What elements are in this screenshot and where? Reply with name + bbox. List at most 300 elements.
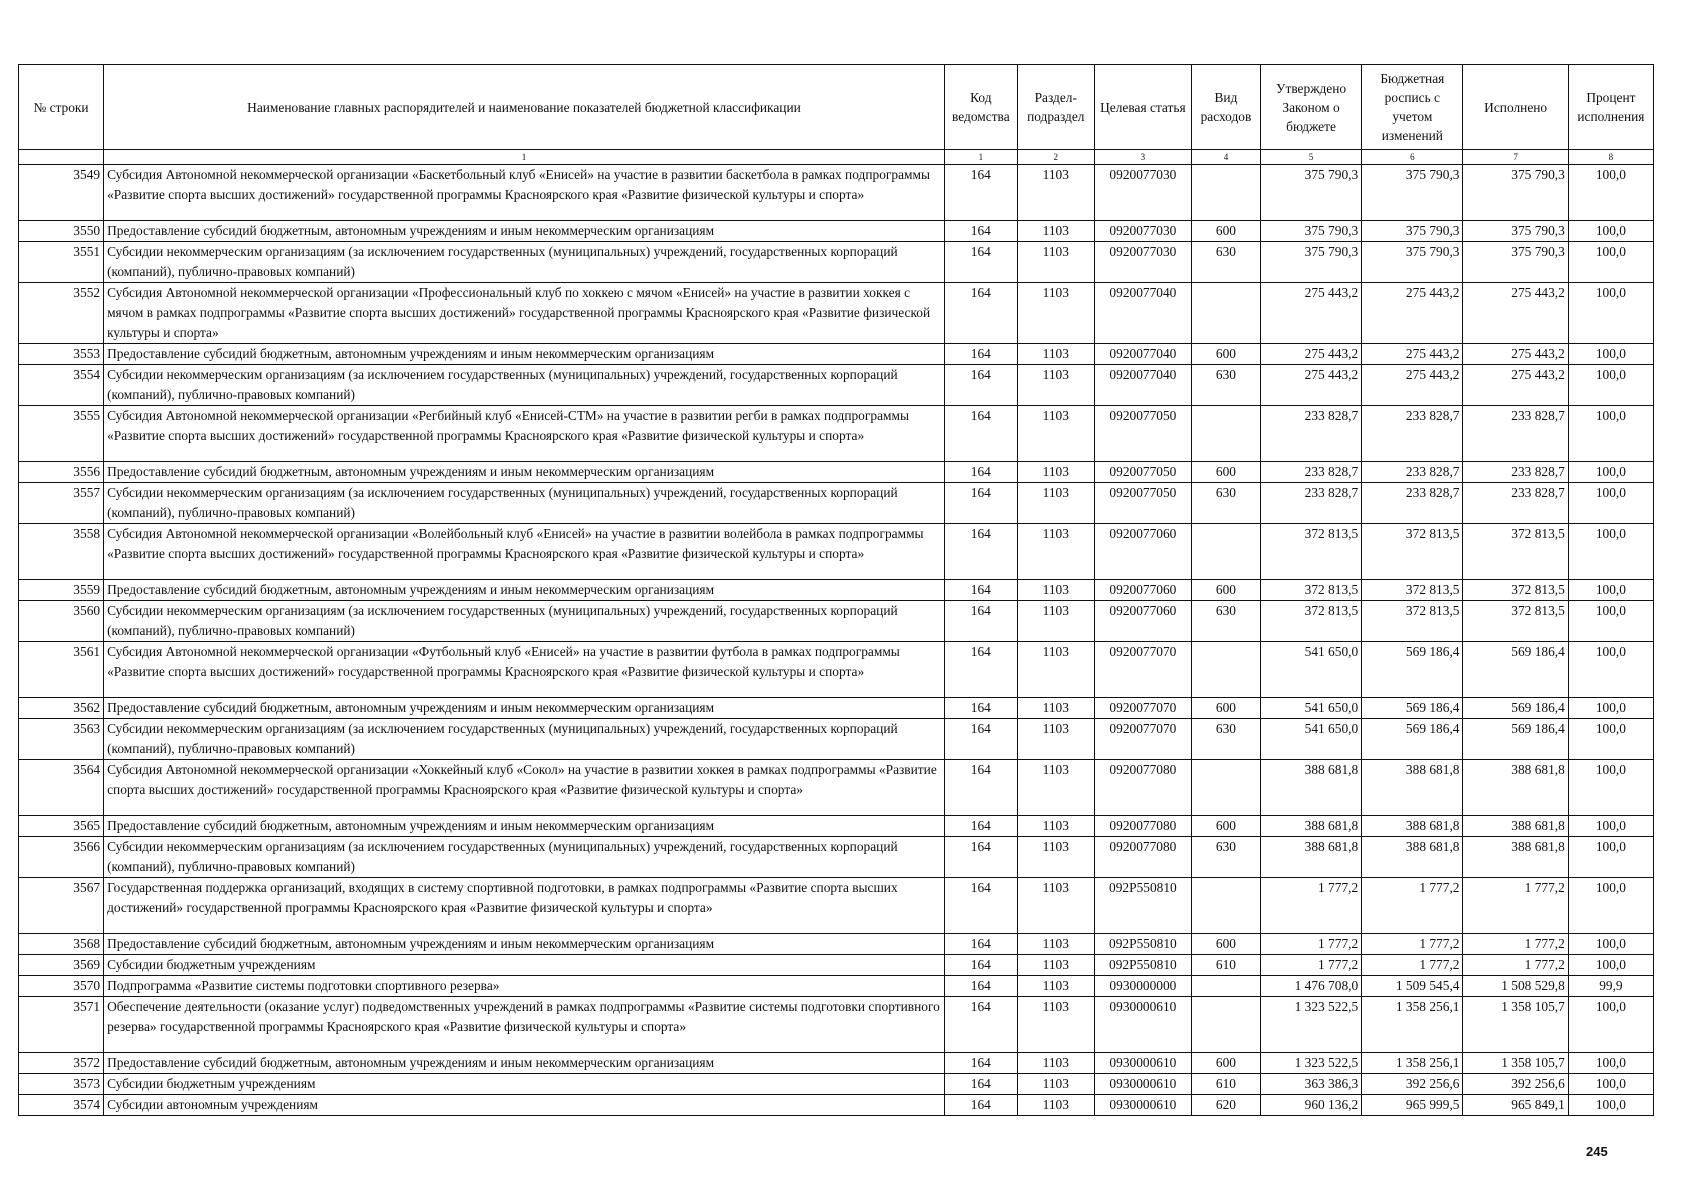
column-number: 6 [1362,150,1463,165]
table-row [19,283,1654,344]
section-cell: 1103 [1017,483,1094,524]
table-row [19,955,1654,976]
section-cell: 1103 [1017,462,1094,483]
expense-type-cell [1192,524,1261,580]
table-row [19,1074,1654,1095]
dept-code-cell: 164 [944,837,1017,878]
row-name-cell: Субсидии некоммерческим организациям (за исключением государственных (муниципальных) учреждений, государственных корпораций (компаний), публично-правовых компаний) [104,483,945,524]
target-article-cell: 0920077040 [1094,283,1191,344]
expense-type-cell: 600 [1192,580,1261,601]
expense-type-cell [1192,406,1261,462]
expense-type-cell: 630 [1192,483,1261,524]
budget-list-cell: 275 443,2 [1362,365,1463,406]
dept-code-cell: 164 [944,1074,1017,1095]
row-number-cell: 3563 [19,719,104,760]
header-percent: Процент исполнения [1568,65,1653,150]
row-number-cell: 3551 [19,242,104,283]
table-row [19,601,1654,642]
approved-cell: 1 323 522,5 [1260,1053,1361,1074]
approved-cell: 1 323 522,5 [1260,997,1361,1053]
executed-cell: 1 777,2 [1463,934,1568,955]
row-name-cell: Предоставление субсидий бюджетным, автономным учреждениям и иным некоммерческим организациям [104,462,945,483]
target-article-cell: 0930000610 [1094,1095,1191,1116]
budget-list-cell: 1 777,2 [1362,955,1463,976]
row-name-cell: Субсидия Автономной некоммерческой организации «Хоккейный клуб «Сокол» на участие в развитии хоккея в рамках подпрограммы «Развитие спорта высших достижений» государственной программы Красноярского края «Развитие физической культуры и спорта» [104,760,945,816]
budget-list-cell: 388 681,8 [1362,837,1463,878]
table-body [19,165,1654,1116]
percent-cell: 99,9 [1568,976,1653,997]
row-number-cell: 3570 [19,976,104,997]
row-number-cell: 3574 [19,1095,104,1116]
percent-cell: 100,0 [1568,760,1653,816]
percent-cell: 100,0 [1568,934,1653,955]
budget-list-cell: 388 681,8 [1362,816,1463,837]
column-number: 5 [1260,150,1361,165]
row-number-cell: 3562 [19,698,104,719]
table-row [19,816,1654,837]
expense-type-cell: 600 [1192,698,1261,719]
expense-type-cell [1192,642,1261,698]
section-cell: 1103 [1017,406,1094,462]
budget-list-cell: 388 681,8 [1362,760,1463,816]
row-name-cell: Государственная поддержка организаций, входящих в систему спортивной подготовки, в рамках подпрограммы «Развитие спорта высших достижений» государственной программы Красноярского края «Развитие физической культуры и спорта» [104,878,945,934]
executed-cell: 965 849,1 [1463,1095,1568,1116]
section-cell: 1103 [1017,365,1094,406]
expense-type-cell: 600 [1192,344,1261,365]
approved-cell: 960 136,2 [1260,1095,1361,1116]
budget-list-cell: 372 813,5 [1362,601,1463,642]
target-article-cell: 0920077040 [1094,365,1191,406]
row-name-cell: Предоставление субсидий бюджетным, автономным учреждениям и иным некоммерческим организациям [104,1053,945,1074]
section-cell: 1103 [1017,719,1094,760]
row-number-cell: 3559 [19,580,104,601]
executed-cell: 388 681,8 [1463,816,1568,837]
approved-cell: 233 828,7 [1260,462,1361,483]
budget-list-cell: 375 790,3 [1362,221,1463,242]
percent-cell: 100,0 [1568,698,1653,719]
executed-cell: 275 443,2 [1463,344,1568,365]
row-number-cell: 3564 [19,760,104,816]
table-row [19,580,1654,601]
target-article-cell: 0930000610 [1094,1074,1191,1095]
executed-cell: 275 443,2 [1463,283,1568,344]
target-article-cell: 0920077060 [1094,601,1191,642]
table-row [19,483,1654,524]
percent-cell: 100,0 [1568,365,1653,406]
budget-list-cell: 233 828,7 [1362,406,1463,462]
header-dept-code: Код ведомства [944,65,1017,150]
executed-cell: 375 790,3 [1463,221,1568,242]
percent-cell: 100,0 [1568,1053,1653,1074]
approved-cell: 372 813,5 [1260,580,1361,601]
expense-type-cell: 630 [1192,837,1261,878]
section-cell: 1103 [1017,580,1094,601]
dept-code-cell: 164 [944,719,1017,760]
row-name-cell: Субсидии некоммерческим организациям (за исключением государственных (муниципальных) учреждений, государственных корпораций (компаний), публично-правовых компаний) [104,365,945,406]
expense-type-cell [1192,165,1261,221]
dept-code-cell: 164 [944,483,1017,524]
percent-cell: 100,0 [1568,816,1653,837]
row-name-cell: Субсидия Автономной некоммерческой организации «Баскетбольный клуб «Енисей» на участие в развитии баскетбола в рамках подпрограммы «Развитие спорта высших достижений» государственной программы Красноярского края «Развитие физической культуры и спорта» [104,165,945,221]
budget-list-cell: 392 256,6 [1362,1074,1463,1095]
table-row [19,698,1654,719]
approved-cell: 275 443,2 [1260,283,1361,344]
executed-cell: 372 813,5 [1463,524,1568,580]
expense-type-cell [1192,760,1261,816]
section-cell: 1103 [1017,1095,1094,1116]
section-cell: 1103 [1017,698,1094,719]
target-article-cell: 0920077060 [1094,524,1191,580]
header-approved: Утверждено Законом о бюджете [1260,65,1361,150]
section-cell: 1103 [1017,760,1094,816]
table-row [19,837,1654,878]
approved-cell: 1 777,2 [1260,878,1361,934]
table-row [19,165,1654,221]
table-row [19,406,1654,462]
approved-cell: 375 790,3 [1260,242,1361,283]
header-name: Наименование главных распорядителей и наименование показателей бюджетной классификации [104,65,945,150]
dept-code-cell: 164 [944,524,1017,580]
row-name-cell: Субсидии автономным учреждениям [104,1095,945,1116]
expense-type-cell: 600 [1192,934,1261,955]
target-article-cell: 0920077040 [1094,344,1191,365]
approved-cell: 275 443,2 [1260,344,1361,365]
budget-list-cell: 1 358 256,1 [1362,1053,1463,1074]
approved-cell: 275 443,2 [1260,365,1361,406]
executed-cell: 372 813,5 [1463,601,1568,642]
section-cell: 1103 [1017,344,1094,365]
dept-code-cell: 164 [944,955,1017,976]
row-name-cell: Предоставление субсидий бюджетным, автономным учреждениям и иным некоммерческим организациям [104,580,945,601]
dept-code-cell: 164 [944,698,1017,719]
table-row [19,462,1654,483]
approved-cell: 1 777,2 [1260,955,1361,976]
row-number-cell: 3573 [19,1074,104,1095]
section-cell: 1103 [1017,242,1094,283]
percent-cell: 100,0 [1568,283,1653,344]
header-row-number: № строки [19,65,104,150]
target-article-cell: 0930000000 [1094,976,1191,997]
row-number-cell: 3555 [19,406,104,462]
section-cell: 1103 [1017,283,1094,344]
section-cell: 1103 [1017,524,1094,580]
row-number-cell: 3549 [19,165,104,221]
row-name-cell: Субсидии бюджетным учреждениям [104,1074,945,1095]
section-cell: 1103 [1017,642,1094,698]
section-cell: 1103 [1017,934,1094,955]
executed-cell: 233 828,7 [1463,406,1568,462]
target-article-cell: 0920077080 [1094,760,1191,816]
executed-cell: 569 186,4 [1463,698,1568,719]
row-name-cell: Субсидии некоммерческим организациям (за исключением государственных (муниципальных) учреждений, государственных корпораций (компаний), публично-правовых компаний) [104,601,945,642]
column-number: 2 [1017,150,1094,165]
target-article-cell: 0920077050 [1094,462,1191,483]
budget-list-cell: 372 813,5 [1362,580,1463,601]
section-cell: 1103 [1017,955,1094,976]
section-cell: 1103 [1017,601,1094,642]
dept-code-cell: 164 [944,165,1017,221]
row-name-cell: Субсидии некоммерческим организациям (за исключением государственных (муниципальных) учреждений, государственных корпораций (компаний), публично-правовых компаний) [104,719,945,760]
target-article-cell: 0920077070 [1094,642,1191,698]
percent-cell: 100,0 [1568,642,1653,698]
table-row [19,642,1654,698]
table-row [19,997,1654,1053]
dept-code-cell: 164 [944,462,1017,483]
dept-code-cell: 164 [944,1095,1017,1116]
row-number-cell: 3566 [19,837,104,878]
expense-type-cell [1192,997,1261,1053]
column-number [19,150,104,165]
budget-list-cell: 375 790,3 [1362,165,1463,221]
percent-cell: 100,0 [1568,1074,1653,1095]
approved-cell: 375 790,3 [1260,165,1361,221]
executed-cell: 233 828,7 [1463,483,1568,524]
executed-cell: 233 828,7 [1463,462,1568,483]
target-article-cell: 0920077080 [1094,816,1191,837]
row-name-cell: Подпрограмма «Развитие системы подготовки спортивного резерва» [104,976,945,997]
table-row [19,344,1654,365]
expense-type-cell: 620 [1192,1095,1261,1116]
section-cell: 1103 [1017,878,1094,934]
budget-list-cell: 1 358 256,1 [1362,997,1463,1053]
dept-code-cell: 164 [944,642,1017,698]
budget-list-cell: 375 790,3 [1362,242,1463,283]
executed-cell: 388 681,8 [1463,760,1568,816]
dept-code-cell: 164 [944,997,1017,1053]
target-article-cell: 092P550810 [1094,934,1191,955]
budget-list-cell: 372 813,5 [1362,524,1463,580]
row-number-cell: 3558 [19,524,104,580]
executed-cell: 569 186,4 [1463,642,1568,698]
budget-list-cell: 1 777,2 [1362,934,1463,955]
budget-list-cell: 275 443,2 [1362,283,1463,344]
expense-type-cell: 630 [1192,242,1261,283]
table-row [19,719,1654,760]
header-executed: Исполнено [1463,65,1568,150]
page-number: 245 [1586,1144,1608,1159]
section-cell: 1103 [1017,837,1094,878]
table-row [19,878,1654,934]
header-target-article: Целевая статья [1094,65,1191,150]
approved-cell: 372 813,5 [1260,601,1361,642]
header-budget-list: Бюджетная роспись с учетом изменений [1362,65,1463,150]
budget-list-cell: 965 999,5 [1362,1095,1463,1116]
percent-cell: 100,0 [1568,997,1653,1053]
dept-code-cell: 164 [944,934,1017,955]
approved-cell: 541 650,0 [1260,719,1361,760]
table-row [19,524,1654,580]
row-number-cell: 3567 [19,878,104,934]
target-article-cell: 0920077030 [1094,242,1191,283]
executed-cell: 569 186,4 [1463,719,1568,760]
column-number: 8 [1568,150,1653,165]
percent-cell: 100,0 [1568,344,1653,365]
target-article-cell: 0930000610 [1094,1053,1191,1074]
percent-cell: 100,0 [1568,242,1653,283]
percent-cell: 100,0 [1568,580,1653,601]
target-article-cell: 0920077030 [1094,221,1191,242]
table-row [19,1053,1654,1074]
percent-cell: 100,0 [1568,483,1653,524]
percent-cell: 100,0 [1568,221,1653,242]
row-name-cell: Субсидия Автономной некоммерческой организации «Футбольный клуб «Енисей» на участие в развитии футбола в рамках подпрограммы «Развитие спорта высших достижений» государственной программы Красноярского края «Развитие физической культуры и спорта» [104,642,945,698]
row-number-cell: 3572 [19,1053,104,1074]
section-cell: 1103 [1017,976,1094,997]
expense-type-cell [1192,976,1261,997]
budget-list-cell: 569 186,4 [1362,698,1463,719]
section-cell: 1103 [1017,816,1094,837]
target-article-cell: 0920077030 [1094,165,1191,221]
approved-cell: 1 476 708,0 [1260,976,1361,997]
dept-code-cell: 164 [944,816,1017,837]
executed-cell: 372 813,5 [1463,580,1568,601]
budget-list-cell: 569 186,4 [1362,719,1463,760]
row-name-cell: Предоставление субсидий бюджетным, автономным учреждениям и иным некоммерческим организациям [104,816,945,837]
budget-list-cell: 1 509 545,4 [1362,976,1463,997]
column-number: 3 [1094,150,1191,165]
approved-cell: 233 828,7 [1260,406,1361,462]
column-number: 4 [1192,150,1261,165]
dept-code-cell: 164 [944,283,1017,344]
row-number-cell: 3552 [19,283,104,344]
budget-list-cell: 275 443,2 [1362,344,1463,365]
row-number-cell: 3560 [19,601,104,642]
target-article-cell: 0930000610 [1094,997,1191,1053]
row-name-cell: Предоставление субсидий бюджетным, автономным учреждениям и иным некоммерческим организациям [104,344,945,365]
executed-cell: 1 777,2 [1463,878,1568,934]
percent-cell: 100,0 [1568,719,1653,760]
table-row [19,1095,1654,1116]
row-name-cell: Предоставление субсидий бюджетным, автономным учреждениям и иным некоммерческим организациям [104,221,945,242]
dept-code-cell: 164 [944,242,1017,283]
row-number-cell: 3554 [19,365,104,406]
executed-cell: 388 681,8 [1463,837,1568,878]
approved-cell: 541 650,0 [1260,698,1361,719]
budget-list-cell: 569 186,4 [1362,642,1463,698]
header-section: Раздел-подраздел [1017,65,1094,150]
budget-table [18,64,1654,1116]
approved-cell: 372 813,5 [1260,524,1361,580]
row-name-cell: Субсидии некоммерческим организациям (за исключением государственных (муниципальных) учреждений, государственных корпораций (компаний), публично-правовых компаний) [104,837,945,878]
expense-type-cell: 600 [1192,462,1261,483]
section-cell: 1103 [1017,1053,1094,1074]
row-number-cell: 3568 [19,934,104,955]
expense-type-cell: 610 [1192,955,1261,976]
executed-cell: 275 443,2 [1463,365,1568,406]
row-number-cell: 3553 [19,344,104,365]
table-row [19,976,1654,997]
header-expense-type: Вид расходов [1192,65,1261,150]
approved-cell: 388 681,8 [1260,837,1361,878]
row-number-cell: 3556 [19,462,104,483]
expense-type-cell: 610 [1192,1074,1261,1095]
expense-type-cell [1192,878,1261,934]
row-number-cell: 3569 [19,955,104,976]
expense-type-cell: 600 [1192,1053,1261,1074]
approved-cell: 541 650,0 [1260,642,1361,698]
target-article-cell: 0920077070 [1094,719,1191,760]
executed-cell: 1 358 105,7 [1463,1053,1568,1074]
row-number-cell: 3571 [19,997,104,1053]
table-row [19,934,1654,955]
executed-cell: 1 358 105,7 [1463,997,1568,1053]
percent-cell: 100,0 [1568,462,1653,483]
table-row [19,221,1654,242]
dept-code-cell: 164 [944,365,1017,406]
percent-cell: 100,0 [1568,1095,1653,1116]
percent-cell: 100,0 [1568,955,1653,976]
column-number: 7 [1463,150,1568,165]
target-article-cell: 0920077080 [1094,837,1191,878]
target-article-cell: 092P550810 [1094,955,1191,976]
expense-type-cell: 600 [1192,816,1261,837]
section-cell: 1103 [1017,165,1094,221]
percent-cell: 100,0 [1568,165,1653,221]
dept-code-cell: 164 [944,406,1017,462]
executed-cell: 1 777,2 [1463,955,1568,976]
dept-code-cell: 164 [944,344,1017,365]
dept-code-cell: 164 [944,760,1017,816]
approved-cell: 363 386,3 [1260,1074,1361,1095]
expense-type-cell: 600 [1192,221,1261,242]
row-name-cell: Предоставление субсидий бюджетным, автономным учреждениям и иным некоммерческим организациям [104,934,945,955]
table-row [19,365,1654,406]
dept-code-cell: 164 [944,580,1017,601]
row-name-cell: Субсидии некоммерческим организациям (за исключением государственных (муниципальных) учреждений, государственных корпораций (компаний), публично-правовых компаний) [104,242,945,283]
executed-cell: 392 256,6 [1463,1074,1568,1095]
dept-code-cell: 164 [944,601,1017,642]
executed-cell: 375 790,3 [1463,165,1568,221]
table-row [19,760,1654,816]
dept-code-cell: 164 [944,1053,1017,1074]
row-number-cell: 3557 [19,483,104,524]
section-cell: 1103 [1017,1074,1094,1095]
percent-cell: 100,0 [1568,601,1653,642]
percent-cell: 100,0 [1568,837,1653,878]
dept-code-cell: 164 [944,976,1017,997]
expense-type-cell: 630 [1192,719,1261,760]
executed-cell: 375 790,3 [1463,242,1568,283]
section-cell: 1103 [1017,997,1094,1053]
expense-type-cell [1192,283,1261,344]
budget-list-cell: 233 828,7 [1362,483,1463,524]
target-article-cell: 092P550810 [1094,878,1191,934]
approved-cell: 388 681,8 [1260,760,1361,816]
column-number: 1 [944,150,1017,165]
row-name-cell: Субсидии бюджетным учреждениям [104,955,945,976]
approved-cell: 1 777,2 [1260,934,1361,955]
row-name-cell: Субсидия Автономной некоммерческой организации «Профессиональный клуб по хоккею с мячом «Енисей» на участие в развитии хоккея с мячом в рамках подпрограммы «Развитие спорта высших достижений» государственной программы Красноярского края «Развитие физической культуры и спорта» [104,283,945,344]
row-name-cell: Предоставление субсидий бюджетным, автономным учреждениям и иным некоммерческим организациям [104,698,945,719]
row-number-cell: 3561 [19,642,104,698]
column-number: 1 [104,150,945,165]
percent-cell: 100,0 [1568,524,1653,580]
approved-cell: 233 828,7 [1260,483,1361,524]
header-row [19,65,1654,150]
approved-cell: 375 790,3 [1260,221,1361,242]
row-name-cell: Субсидия Автономной некоммерческой организации «Регбийный клуб «Енисей-СТМ» на участие в развитии регби в рамках подпрограммы «Развитие спорта высших достижений» государственной программы Красноярского края «Развитие физической культуры и спорта» [104,406,945,462]
row-name-cell: Обеспечение деятельности (оказание услуг) подведомственных учреждений в рамках подпрограммы «Развитие системы подготовки спортивного резерва» государственной программы Красноярского края «Развитие физической культуры и спорта» [104,997,945,1053]
table-row [19,242,1654,283]
executed-cell: 1 508 529,8 [1463,976,1568,997]
dept-code-cell: 164 [944,221,1017,242]
target-article-cell: 0920077070 [1094,698,1191,719]
percent-cell: 100,0 [1568,406,1653,462]
row-name-cell: Субсидия Автономной некоммерческой организации «Волейбольный клуб «Енисей» на участие в развитии волейбола в рамках подпрограммы «Развитие спорта высших достижений» государственной программы Красноярского края «Развитие физической культуры и спорта» [104,524,945,580]
dept-code-cell: 164 [944,878,1017,934]
budget-list-cell: 233 828,7 [1362,462,1463,483]
row-number-cell: 3565 [19,816,104,837]
